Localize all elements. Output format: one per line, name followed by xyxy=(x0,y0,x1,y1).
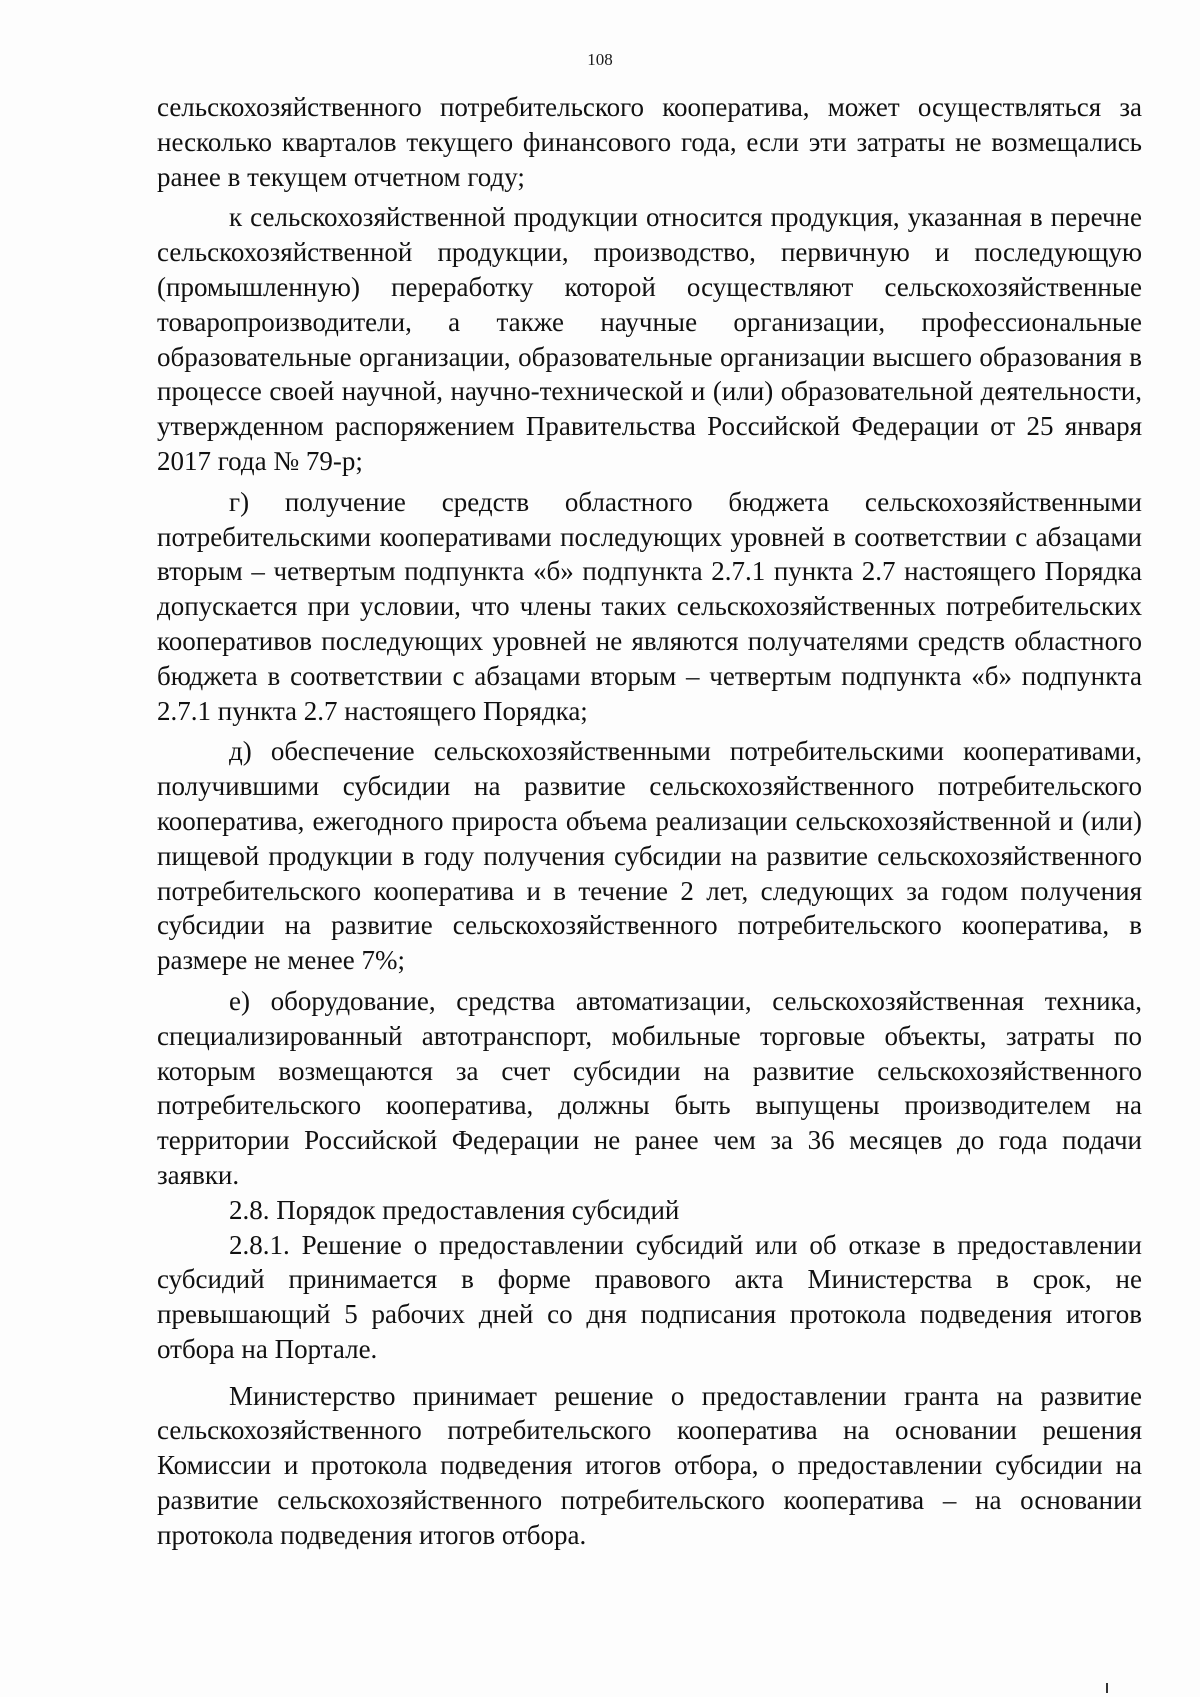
paragraph-item-e: е) оборудование, средства автоматизации, сельскохозяйственная техника, специализированный автотранспорт, мобильные торговые объекты, затраты по которым возмещаются за счет субсидии на развитие сельскохозяйственного потребительского кооператива, должны быть выпущены производителем на территории Российской Федерации не ранее чем за 36 месяцев до года подачи заявки. xyxy=(157,985,1142,1190)
document-body xyxy=(157,90,1142,1553)
paragraph-2-8-1: 2.8.1. Решение о предоставлении субсидий или об отказе в предоставлении субсидий принимается в форме правового акта Министерства в срок, не превышающий 5 рабочих дней со дня подписания протокола подведения итогов отбора на Портале. xyxy=(157,1229,1142,1364)
scan-mark xyxy=(1106,1683,1108,1693)
section-heading-2-8: 2.8. Порядок предоставления субсидий xyxy=(229,1194,680,1225)
paragraph-ministry-decision: Министерство принимает решение о предоставлении гранта на развитие сельскохозяйственного потребительского кооператива на основании решения Комиссии и протокола подведения итогов отбора, о предоставлении субсидии на развитие сельскохозяйственного потребительского кооператива – на основании протокола подведения итогов отбора. xyxy=(157,1380,1142,1550)
paragraph-continuation: сельскохозяйственного потребительского кооператива, может осуществляться за несколько кварталов текущего финансового года, если эти затраты не возмещались ранее в текущем отчетном году; xyxy=(157,92,1142,192)
paragraph-item-d: д) обеспечение сельскохозяйственными потребительскими кооперативами, получившими субсидии на развитие сельскохозяйственного потребительского кооператива, ежегодного прироста объема реализации сельскохозяйственной и (или) пищевой продукции в году получения субсидии на развитие сельскохозяйственного потребительского кооператива и в течение 2 лет, следующих за годом получения субсидии на развитие сельскохозяйственного потребительского кооператива, в размере не менее 7%; xyxy=(157,736,1142,976)
page-number: 108 xyxy=(587,50,613,69)
paragraph-item-g: г) получение средств областного бюджета сельскохозяйственными потребительскими кооперативами последующих уровней в соответствии с абзацами вторым – четвертым подпункта «б» подпункта 2.7.1 пункта 2.7 настоящего Порядка допускается при условии, что члены таких сельскохозяйственных потребительских кооперативов последующих уровней не являются получателями средств областного бюджета в соответствии с абзацами вторым – четвертым подпункта «б» подпункта 2.7.1 пункта 2.7 настоящего Порядка; xyxy=(157,486,1142,726)
paragraph-agricultural-products: к сельскохозяйственной продукции относится продукция, указанная в перечне сельскохозяйственной продукции, производство, первичную и последующую (промышленную) переработку которой осуществляют сельскохозяйственные товаропроизводители, а также научные организации, профессиональные образовательные организации, образовательные организации высшего образования в процессе своей научной, научно-технической и (или) образовательной деятельности, утвержденном распоряжением Правительства Российской Федерации от 25 января 2017 года № 79-р; xyxy=(157,202,1142,476)
